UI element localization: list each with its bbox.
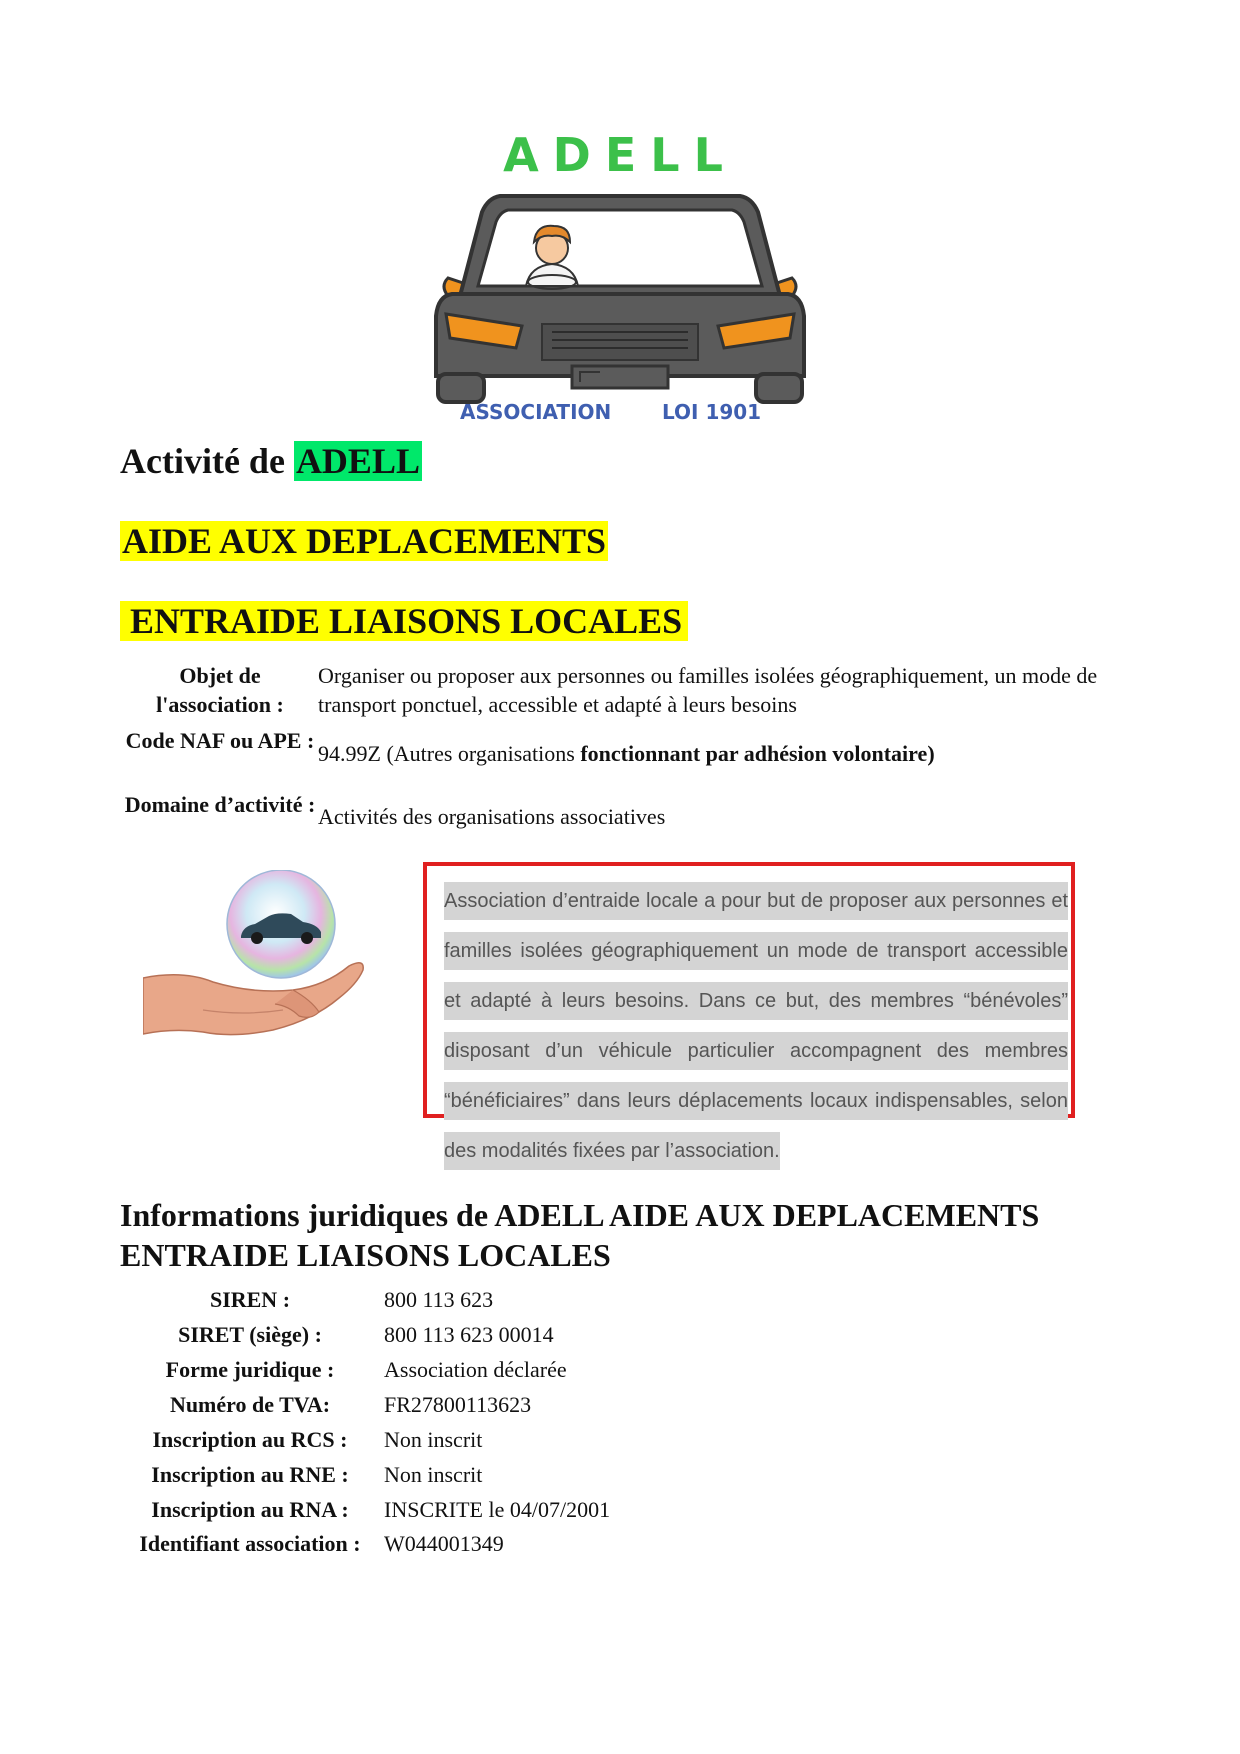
excerpt-highlight: Association d’entraide locale a pour but de proposer aux personnes et familles isolées géographiquement un mode de transport accessible et adapté à leurs besoins. Dans ce but, des membres “bénévoles” disposant d’un véhicule particulier accompagnent des membres “bénéficiaires” dans leurs déplacements locaux indispensables, selon des modalités fixées par l’association.: [444, 882, 1068, 1170]
logo-title: ADELL: [503, 128, 737, 182]
legal-value-rna: INSCRITE le 04/07/2001: [384, 1497, 611, 1522]
legal-value-siret: 800 113 623 00014: [384, 1322, 554, 1347]
heading-activity-name: ADELL: [295, 441, 420, 481]
legal-label-siren: SIREN :: [209, 1287, 291, 1312]
legal-value-rne: Non inscrit: [384, 1462, 483, 1487]
heading-entraide: [120, 600, 688, 642]
legal-value-identifiant: W044001349: [384, 1531, 504, 1556]
label-domaine: Domaine d’activité :: [124, 792, 316, 817]
logo-footer-loi: LOI 1901: [662, 400, 762, 424]
value-objet: Organiser ou proposer aux personnes ou familles isolées géographiquement, un mode de transport ponctuel, accessible et adapté à leurs besoins: [318, 663, 1098, 717]
value-naf: [318, 739, 935, 768]
heading-activity: [120, 440, 422, 482]
legal-label-tva: Numéro de TVA:: [169, 1392, 331, 1417]
value-naf-bold: fonctionnant par adhésion volontaire: [580, 741, 928, 766]
legal-label-identifiant: Identifiant association :: [139, 1531, 361, 1556]
label-naf: Code NAF ou APE :: [125, 728, 315, 753]
legal-value-forme: Association déclarée: [384, 1357, 567, 1382]
heading-aide-text: AIDE AUX DEPLACEMENTS: [122, 521, 607, 561]
legal-label-forme: Forme juridique :: [165, 1357, 335, 1382]
legal-label-rna: Inscription au RNA :: [151, 1497, 349, 1522]
legal-value-siren: 800 113 623: [384, 1287, 494, 1312]
adell-logo: [430, 128, 810, 428]
excerpt-text: [444, 876, 1068, 1176]
legal-label-rne: Inscription au RNE :: [151, 1462, 349, 1487]
logo-footer-association: ASSOCIATION: [460, 400, 612, 424]
legal-label-rcs: Inscription au RCS :: [152, 1427, 348, 1452]
label-objet: Objet de l'association :: [156, 663, 284, 717]
value-naf-end: ): [927, 741, 935, 766]
excerpt-box: [423, 862, 1075, 1162]
value-domaine: Activités des organisations associatives: [318, 804, 666, 829]
legal-value-tva: FR27800113623: [384, 1392, 532, 1417]
legal-label-siret: SIRET (siège) :: [178, 1322, 322, 1347]
value-naf-plain: 94.99Z (Autres organisations: [318, 741, 581, 766]
heading-entraide-text: ENTRAIDE LIAISONS LOCALES: [120, 601, 688, 641]
legal-title: Informations juridiques de ADELL AIDE AUX DEPLACEMENTS ENTRAIDE LIAISONS LOCALES: [120, 1197, 1040, 1273]
heading-activity-prefix: Activité de: [120, 441, 294, 481]
heading-aide: [120, 520, 608, 562]
legal-value-rcs: Non inscrit: [384, 1427, 483, 1452]
car-driver-icon: [430, 186, 810, 406]
hand-bubble-car-icon: [143, 870, 373, 1050]
